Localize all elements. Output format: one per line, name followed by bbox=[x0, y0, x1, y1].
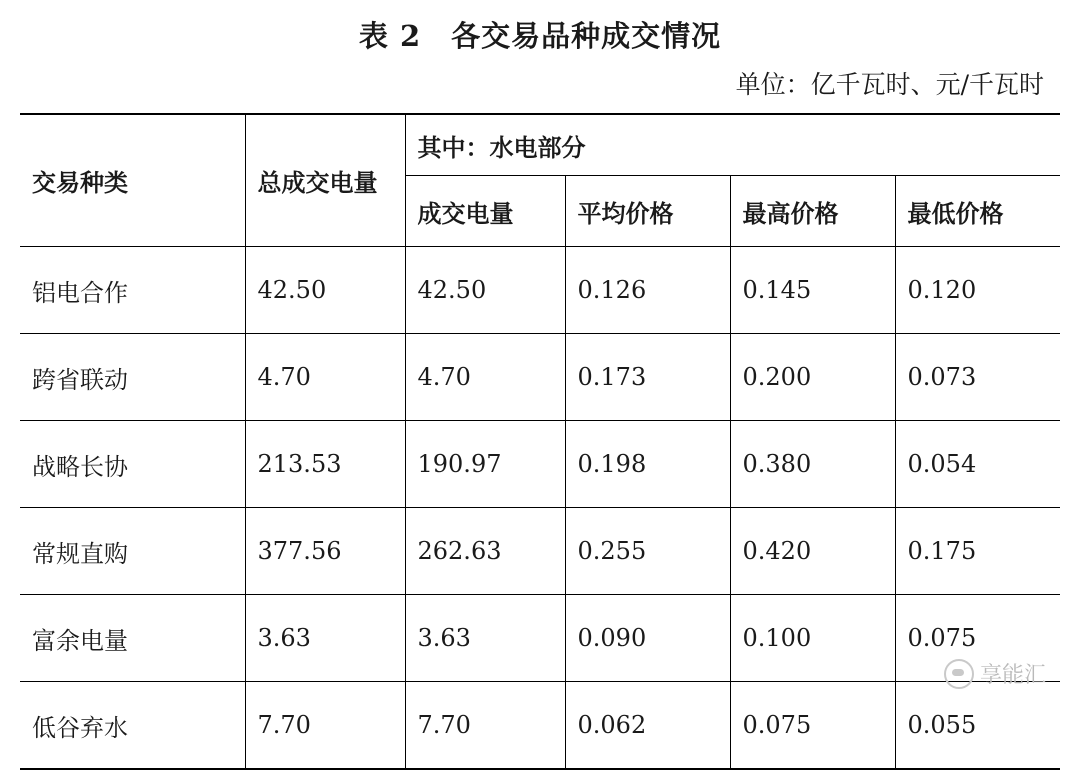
cell-hydro-volume: 3.63 bbox=[405, 595, 565, 682]
cell-avg-price: 0.255 bbox=[565, 508, 730, 595]
cell-hydro-volume: 4.70 bbox=[405, 334, 565, 421]
column-header-avg-price: 平均价格 bbox=[565, 176, 730, 247]
cell-type: 低谷弃水 bbox=[20, 682, 245, 770]
table-row bbox=[20, 682, 1060, 770]
cell-total-volume: 213.53 bbox=[245, 421, 405, 508]
cell-total-volume: 4.70 bbox=[245, 334, 405, 421]
cell-type: 常规直购 bbox=[20, 508, 245, 595]
table-body bbox=[20, 247, 1060, 770]
cell-hydro-volume: 262.63 bbox=[405, 508, 565, 595]
cell-min-price: 0.055 bbox=[895, 682, 1060, 770]
cell-min-price: 0.120 bbox=[895, 247, 1060, 334]
table-row bbox=[20, 334, 1060, 421]
table-row bbox=[20, 421, 1060, 508]
cell-total-volume: 7.70 bbox=[245, 682, 405, 770]
cell-hydro-volume: 190.97 bbox=[405, 421, 565, 508]
cell-max-price: 0.075 bbox=[730, 682, 895, 770]
column-group-header-hydro: 其中：水电部分 bbox=[405, 114, 1060, 176]
cell-avg-price: 0.198 bbox=[565, 421, 730, 508]
table-row bbox=[20, 595, 1060, 682]
watermark-label: 享能汇 bbox=[979, 663, 1046, 688]
document-page bbox=[0, 14, 1080, 742]
cell-max-price: 0.420 bbox=[730, 508, 895, 595]
cell-type: 铝电合作 bbox=[20, 247, 245, 334]
cell-avg-price: 0.126 bbox=[565, 247, 730, 334]
cell-avg-price: 0.173 bbox=[565, 334, 730, 421]
column-header-hydro-volume: 成交电量 bbox=[405, 176, 565, 247]
cell-total-volume: 377.56 bbox=[245, 508, 405, 595]
table-header-row-top bbox=[20, 114, 1060, 176]
cell-max-price: 0.100 bbox=[730, 595, 895, 682]
cell-min-price: 0.075 bbox=[895, 595, 1060, 682]
cell-type: 跨省联动 bbox=[20, 334, 245, 421]
cell-min-price: 0.073 bbox=[895, 334, 1060, 421]
cell-min-price: 0.175 bbox=[895, 508, 1060, 595]
column-header-min-price: 最低价格 bbox=[895, 176, 1060, 247]
cell-avg-price: 0.062 bbox=[565, 682, 730, 770]
cell-total-volume: 42.50 bbox=[245, 247, 405, 334]
cell-type: 战略长协 bbox=[20, 421, 245, 508]
page-title: 表 2 各交易品种成交情况 bbox=[358, 19, 722, 53]
column-header-type: 交易种类 bbox=[20, 114, 245, 247]
cell-hydro-volume: 42.50 bbox=[405, 247, 565, 334]
cell-avg-price: 0.090 bbox=[565, 595, 730, 682]
cell-type: 富余电量 bbox=[20, 595, 245, 682]
cell-hydro-volume: 7.70 bbox=[405, 682, 565, 770]
cell-max-price: 0.145 bbox=[730, 247, 895, 334]
cell-min-price: 0.054 bbox=[895, 421, 1060, 508]
unit-note: 单位：亿千瓦时、元/千瓦时 bbox=[735, 70, 1044, 99]
transaction-summary-table bbox=[20, 113, 1060, 770]
cell-max-price: 0.200 bbox=[730, 334, 895, 421]
cell-total-volume: 3.63 bbox=[245, 595, 405, 682]
cell-max-price: 0.380 bbox=[730, 421, 895, 508]
table-row bbox=[20, 508, 1060, 595]
table-row bbox=[20, 247, 1060, 334]
column-header-total-volume: 总成交电量 bbox=[245, 114, 405, 247]
column-header-max-price: 最高价格 bbox=[730, 176, 895, 247]
